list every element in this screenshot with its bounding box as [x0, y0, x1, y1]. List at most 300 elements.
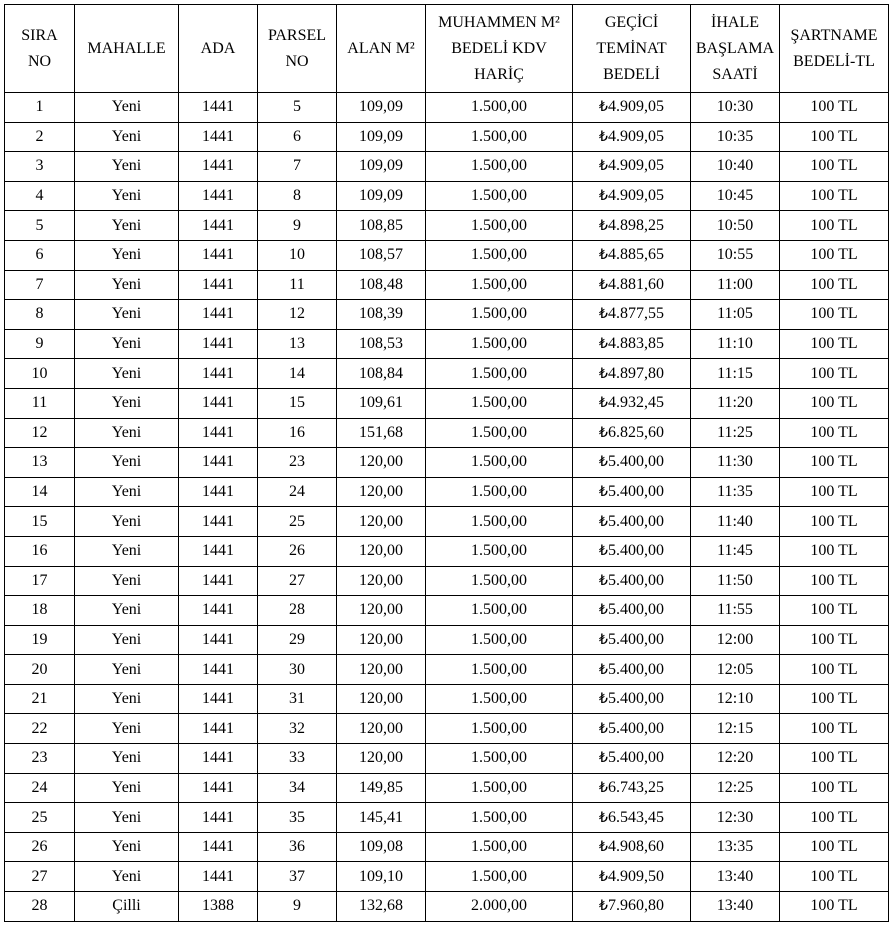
cell-gecici-teminat: [573, 329, 691, 359]
cell-sira-no: 27: [5, 862, 75, 892]
cell-sira-no: 14: [5, 477, 75, 507]
cell-parsel-no: 35: [258, 803, 337, 833]
teminat-value: 5.400,00: [607, 483, 664, 501]
cell-sira-no: 18: [5, 596, 75, 626]
header-ada: [179, 5, 258, 93]
cell-sartname-bedeli: 100 TL: [780, 240, 889, 270]
header-ihale-saati: [691, 5, 780, 93]
lira-symbol: ₺: [599, 661, 608, 678]
cell-alan: 108,85: [337, 211, 426, 241]
header-line: MAHALLE: [87, 39, 166, 57]
cell-muhammen-bedel: 1.500,00: [426, 862, 573, 892]
cell-ada: 1441: [179, 803, 258, 833]
cell-sartname-bedeli: 100 TL: [780, 803, 889, 833]
cell-sartname-bedeli: 100 TL: [780, 359, 889, 389]
cell-alan: 120,00: [337, 655, 426, 685]
cell-muhammen-bedel: 1.500,00: [426, 684, 573, 714]
cell-ada: 1441: [179, 240, 258, 270]
table-row: [5, 536, 889, 566]
cell-mahalle: Yeni: [75, 152, 179, 182]
cell-muhammen-bedel: 1.500,00: [426, 773, 573, 803]
cell-muhammen-bedel: 1.500,00: [426, 803, 573, 833]
cell-gecici-teminat: [573, 714, 691, 744]
table-row: [5, 329, 889, 359]
cell-parsel-no: 36: [258, 832, 337, 862]
cell-muhammen-bedel: 1.500,00: [426, 240, 573, 270]
cell-sira-no: 3: [5, 152, 75, 182]
cell-sira-no: 13: [5, 448, 75, 478]
teminat-value: 4.885,65: [607, 246, 664, 264]
lira-symbol: ₺: [599, 188, 608, 205]
cell-sira-no: 5: [5, 211, 75, 241]
cell-parsel-no: 32: [258, 714, 337, 744]
cell-ada: 1388: [179, 892, 258, 922]
cell-alan: 145,41: [337, 803, 426, 833]
cell-alan: 120,00: [337, 714, 426, 744]
cell-mahalle: Yeni: [75, 270, 179, 300]
cell-parsel-no: 11: [258, 270, 337, 300]
lira-symbol: ₺: [599, 336, 608, 353]
table-row: [5, 181, 889, 211]
cell-mahalle: Yeni: [75, 300, 179, 330]
cell-sira-no: 15: [5, 507, 75, 537]
cell-sartname-bedeli: 100 TL: [780, 892, 889, 922]
header-line: ŞARTNAME: [790, 26, 878, 44]
cell-muhammen-bedel: 1.500,00: [426, 566, 573, 596]
cell-muhammen-bedel: 1.500,00: [426, 744, 573, 774]
teminat-value: 5.400,00: [607, 512, 664, 530]
teminat-value: 4.932,45: [607, 394, 664, 412]
teminat-value: 4.883,85: [607, 335, 664, 353]
cell-alan: 149,85: [337, 773, 426, 803]
lira-symbol: ₺: [599, 424, 608, 441]
lira-symbol: ₺: [599, 513, 608, 530]
teminat-value: 5.400,00: [607, 690, 664, 708]
cell-alan: 120,00: [337, 448, 426, 478]
cell-sartname-bedeli: 100 TL: [780, 448, 889, 478]
cell-gecici-teminat: [573, 448, 691, 478]
header-mahalle: [75, 5, 179, 93]
cell-alan: 120,00: [337, 684, 426, 714]
header-line: BEDELİ: [603, 65, 660, 83]
cell-ihale-saati: 12:20: [691, 744, 780, 774]
teminat-value: 7.960,80: [607, 897, 664, 915]
teminat-value: 5.400,00: [607, 719, 664, 737]
cell-ihale-saati: 11:45: [691, 536, 780, 566]
table-row: [5, 803, 889, 833]
cell-mahalle: Yeni: [75, 714, 179, 744]
teminat-value: 6.743,25: [607, 778, 664, 796]
cell-gecici-teminat: [573, 744, 691, 774]
cell-gecici-teminat: [573, 862, 691, 892]
cell-muhammen-bedel: 1.500,00: [426, 181, 573, 211]
cell-parsel-no: 31: [258, 684, 337, 714]
cell-sira-no: 26: [5, 832, 75, 862]
header-line: İHALE: [711, 13, 759, 31]
teminat-value: 5.400,00: [607, 571, 664, 589]
header-line: GEÇİCİ: [604, 13, 659, 31]
cell-sira-no: 23: [5, 744, 75, 774]
lira-symbol: ₺: [599, 868, 608, 885]
cell-sartname-bedeli: 100 TL: [780, 744, 889, 774]
cell-sartname-bedeli: 100 TL: [780, 862, 889, 892]
cell-sartname-bedeli: 100 TL: [780, 388, 889, 418]
cell-gecici-teminat: [573, 211, 691, 241]
cell-sira-no: 16: [5, 536, 75, 566]
cell-ihale-saati: 10:40: [691, 152, 780, 182]
table-row: [5, 714, 889, 744]
cell-muhammen-bedel: 1.500,00: [426, 714, 573, 744]
cell-sartname-bedeli: 100 TL: [780, 477, 889, 507]
table-row: [5, 388, 889, 418]
table-row: [5, 596, 889, 626]
cell-parsel-no: 16: [258, 418, 337, 448]
header-line: PARSEL: [267, 26, 327, 44]
cell-gecici-teminat: [573, 270, 691, 300]
cell-alan: 109,09: [337, 122, 426, 152]
cell-ihale-saati: 10:50: [691, 211, 780, 241]
cell-ada: 1441: [179, 832, 258, 862]
lira-symbol: ₺: [599, 779, 608, 796]
cell-sira-no: 24: [5, 773, 75, 803]
cell-parsel-no: 13: [258, 329, 337, 359]
cell-alan: 108,48: [337, 270, 426, 300]
cell-ada: 1441: [179, 684, 258, 714]
cell-ada: 1441: [179, 388, 258, 418]
cell-sartname-bedeli: 100 TL: [780, 832, 889, 862]
cell-muhammen-bedel: 1.500,00: [426, 300, 573, 330]
cell-parsel-no: 29: [258, 625, 337, 655]
cell-alan: 109,09: [337, 152, 426, 182]
header-line: SIRA: [21, 26, 58, 44]
table-row: [5, 418, 889, 448]
table-row: [5, 93, 889, 123]
cell-mahalle: Yeni: [75, 773, 179, 803]
cell-sartname-bedeli: 100 TL: [780, 566, 889, 596]
cell-alan: 108,39: [337, 300, 426, 330]
lira-symbol: ₺: [599, 691, 608, 708]
header-muhammen-bedel: [426, 5, 573, 93]
cell-ada: 1441: [179, 122, 258, 152]
cell-alan: 120,00: [337, 744, 426, 774]
cell-ihale-saati: 11:00: [691, 270, 780, 300]
cell-mahalle: Yeni: [75, 122, 179, 152]
teminat-value: 5.400,00: [607, 453, 664, 471]
table-row: [5, 359, 889, 389]
cell-ada: 1441: [179, 300, 258, 330]
cell-gecici-teminat: [573, 477, 691, 507]
table-header: [5, 5, 889, 93]
cell-ada: 1441: [179, 477, 258, 507]
cell-sira-no: 20: [5, 655, 75, 685]
cell-gecici-teminat: [573, 181, 691, 211]
cell-ada: 1441: [179, 744, 258, 774]
cell-muhammen-bedel: 1.500,00: [426, 448, 573, 478]
cell-sira-no: 4: [5, 181, 75, 211]
cell-muhammen-bedel: 1.500,00: [426, 359, 573, 389]
cell-ada: 1441: [179, 211, 258, 241]
table-row: [5, 240, 889, 270]
cell-sartname-bedeli: 100 TL: [780, 625, 889, 655]
cell-ada: 1441: [179, 270, 258, 300]
lira-symbol: ₺: [599, 247, 608, 264]
cell-ihale-saati: 12:05: [691, 655, 780, 685]
header-sartname-bedeli: [780, 5, 889, 93]
cell-parsel-no: 37: [258, 862, 337, 892]
cell-parsel-no: 15: [258, 388, 337, 418]
cell-sartname-bedeli: 100 TL: [780, 122, 889, 152]
cell-parsel-no: 24: [258, 477, 337, 507]
teminat-value: 4.908,60: [607, 838, 664, 856]
cell-mahalle: Yeni: [75, 477, 179, 507]
teminat-value: 4.909,05: [607, 157, 664, 175]
lira-symbol: ₺: [599, 750, 608, 767]
lira-symbol: ₺: [599, 602, 608, 619]
header-gecici-teminat: [573, 5, 691, 93]
cell-alan: 120,00: [337, 536, 426, 566]
cell-parsel-no: 9: [258, 892, 337, 922]
cell-parsel-no: 28: [258, 596, 337, 626]
cell-parsel-no: 34: [258, 773, 337, 803]
cell-muhammen-bedel: 1.500,00: [426, 152, 573, 182]
cell-gecici-teminat: [573, 359, 691, 389]
header-line: BEDELİ-TL: [793, 52, 875, 70]
lira-symbol: ₺: [599, 454, 608, 471]
ihale-table: [4, 4, 889, 922]
cell-muhammen-bedel: 1.500,00: [426, 211, 573, 241]
cell-sira-no: 8: [5, 300, 75, 330]
cell-ihale-saati: 11:55: [691, 596, 780, 626]
cell-parsel-no: 8: [258, 181, 337, 211]
cell-sira-no: 28: [5, 892, 75, 922]
cell-alan: 120,00: [337, 566, 426, 596]
cell-muhammen-bedel: 1.500,00: [426, 536, 573, 566]
cell-ada: 1441: [179, 181, 258, 211]
cell-mahalle: Yeni: [75, 655, 179, 685]
cell-parsel-no: 30: [258, 655, 337, 685]
cell-sartname-bedeli: 100 TL: [780, 181, 889, 211]
cell-muhammen-bedel: 1.500,00: [426, 388, 573, 418]
cell-gecici-teminat: [573, 684, 691, 714]
cell-sira-no: 17: [5, 566, 75, 596]
cell-sartname-bedeli: 100 TL: [780, 418, 889, 448]
cell-mahalle: Çilli: [75, 892, 179, 922]
cell-ihale-saati: 11:10: [691, 329, 780, 359]
cell-sartname-bedeli: 100 TL: [780, 93, 889, 123]
cell-sira-no: 21: [5, 684, 75, 714]
cell-sira-no: 2: [5, 122, 75, 152]
lira-symbol: ₺: [599, 128, 608, 145]
cell-alan: 109,61: [337, 388, 426, 418]
cell-ada: 1441: [179, 448, 258, 478]
lira-symbol: ₺: [599, 631, 608, 648]
table-row: [5, 744, 889, 774]
cell-ada: 1441: [179, 359, 258, 389]
header-parsel-no: [258, 5, 337, 93]
cell-gecici-teminat: [573, 773, 691, 803]
cell-ada: 1441: [179, 596, 258, 626]
header-sira-no: [5, 5, 75, 93]
cell-muhammen-bedel: 1.500,00: [426, 122, 573, 152]
header-line: HARİÇ: [474, 65, 524, 83]
cell-mahalle: Yeni: [75, 211, 179, 241]
header-line: NO: [27, 52, 52, 70]
cell-mahalle: Yeni: [75, 93, 179, 123]
cell-gecici-teminat: [573, 240, 691, 270]
cell-sira-no: 6: [5, 240, 75, 270]
cell-ihale-saati: 12:15: [691, 714, 780, 744]
cell-sira-no: 22: [5, 714, 75, 744]
teminat-value: 4.898,25: [607, 216, 664, 234]
cell-gecici-teminat: [573, 832, 691, 862]
table-row: [5, 832, 889, 862]
teminat-value: 5.400,00: [607, 749, 664, 767]
table-row: [5, 684, 889, 714]
cell-ihale-saati: 13:40: [691, 862, 780, 892]
cell-ihale-saati: 11:35: [691, 477, 780, 507]
cell-ihale-saati: 10:45: [691, 181, 780, 211]
cell-sartname-bedeli: 100 TL: [780, 714, 889, 744]
cell-gecici-teminat: [573, 892, 691, 922]
teminat-value: 4.909,50: [607, 867, 664, 885]
cell-ihale-saati: 11:50: [691, 566, 780, 596]
teminat-value: 4.909,05: [607, 98, 664, 116]
cell-gecici-teminat: [573, 566, 691, 596]
table-body: [5, 93, 889, 922]
lira-symbol: ₺: [599, 276, 608, 293]
teminat-value: 4.877,55: [607, 305, 664, 323]
cell-sartname-bedeli: 100 TL: [780, 536, 889, 566]
header-line: MUHAMMEN M²: [438, 13, 560, 31]
cell-ihale-saati: 13:35: [691, 832, 780, 862]
cell-mahalle: Yeni: [75, 507, 179, 537]
cell-mahalle: Yeni: [75, 684, 179, 714]
lira-symbol: ₺: [599, 572, 608, 589]
cell-muhammen-bedel: 1.500,00: [426, 655, 573, 685]
table-row: [5, 566, 889, 596]
cell-ada: 1441: [179, 418, 258, 448]
cell-sira-no: 19: [5, 625, 75, 655]
cell-mahalle: Yeni: [75, 418, 179, 448]
cell-parsel-no: 5: [258, 93, 337, 123]
cell-mahalle: Yeni: [75, 359, 179, 389]
cell-mahalle: Yeni: [75, 832, 179, 862]
cell-ihale-saati: 11:40: [691, 507, 780, 537]
header-line: SAATİ: [712, 65, 758, 83]
teminat-value: 5.400,00: [607, 542, 664, 560]
cell-sartname-bedeli: 100 TL: [780, 300, 889, 330]
teminat-value: 6.543,45: [607, 808, 664, 826]
cell-muhammen-bedel: 1.500,00: [426, 329, 573, 359]
cell-ihale-saati: 13:40: [691, 892, 780, 922]
cell-parsel-no: 9: [258, 211, 337, 241]
lira-symbol: ₺: [599, 217, 608, 234]
table-row: [5, 862, 889, 892]
header-line: BAŞLAMA: [695, 39, 775, 57]
cell-sira-no: 25: [5, 803, 75, 833]
teminat-value: 5.400,00: [607, 660, 664, 678]
cell-alan: 120,00: [337, 596, 426, 626]
cell-mahalle: Yeni: [75, 862, 179, 892]
cell-ihale-saati: 11:30: [691, 448, 780, 478]
cell-sartname-bedeli: 100 TL: [780, 596, 889, 626]
cell-parsel-no: 26: [258, 536, 337, 566]
cell-ada: 1441: [179, 566, 258, 596]
cell-sartname-bedeli: 100 TL: [780, 270, 889, 300]
cell-mahalle: Yeni: [75, 536, 179, 566]
cell-muhammen-bedel: 1.500,00: [426, 625, 573, 655]
cell-ada: 1441: [179, 625, 258, 655]
cell-mahalle: Yeni: [75, 566, 179, 596]
teminat-value: 5.400,00: [607, 601, 664, 619]
cell-sartname-bedeli: 100 TL: [780, 507, 889, 537]
teminat-value: 5.400,00: [607, 630, 664, 648]
header-line: TEMİNAT: [596, 39, 667, 57]
cell-gecici-teminat: [573, 93, 691, 123]
cell-muhammen-bedel: 1.500,00: [426, 507, 573, 537]
cell-mahalle: Yeni: [75, 388, 179, 418]
table-row: [5, 300, 889, 330]
cell-alan: 120,00: [337, 477, 426, 507]
header-line: NO: [285, 52, 309, 70]
cell-alan: 120,00: [337, 625, 426, 655]
table-row: [5, 625, 889, 655]
cell-mahalle: Yeni: [75, 240, 179, 270]
cell-muhammen-bedel: 1.500,00: [426, 832, 573, 862]
lira-symbol: ₺: [599, 365, 608, 382]
cell-ada: 1441: [179, 507, 258, 537]
cell-sira-no: 12: [5, 418, 75, 448]
table-row: [5, 507, 889, 537]
cell-gecici-teminat: [573, 536, 691, 566]
cell-alan: 109,10: [337, 862, 426, 892]
cell-gecici-teminat: [573, 418, 691, 448]
cell-ada: 1441: [179, 536, 258, 566]
table-row: [5, 448, 889, 478]
cell-mahalle: Yeni: [75, 803, 179, 833]
cell-alan: 108,57: [337, 240, 426, 270]
cell-mahalle: Yeni: [75, 448, 179, 478]
cell-alan: 109,09: [337, 93, 426, 123]
cell-parsel-no: 12: [258, 300, 337, 330]
lira-symbol: ₺: [599, 306, 608, 323]
teminat-value: 4.909,05: [607, 127, 664, 145]
cell-gecici-teminat: [573, 300, 691, 330]
lira-symbol: ₺: [599, 720, 608, 737]
cell-ada: 1441: [179, 862, 258, 892]
cell-parsel-no: 33: [258, 744, 337, 774]
cell-ihale-saati: 11:05: [691, 300, 780, 330]
table-row: [5, 892, 889, 922]
teminat-value: 4.897,80: [607, 364, 664, 382]
cell-muhammen-bedel: 1.500,00: [426, 93, 573, 123]
cell-sartname-bedeli: 100 TL: [780, 152, 889, 182]
cell-sira-no: 9: [5, 329, 75, 359]
cell-ada: 1441: [179, 93, 258, 123]
cell-ihale-saati: 12:00: [691, 625, 780, 655]
cell-gecici-teminat: [573, 388, 691, 418]
cell-ihale-saati: 10:35: [691, 122, 780, 152]
header-row: [5, 5, 889, 93]
lira-symbol: ₺: [599, 543, 608, 560]
cell-mahalle: Yeni: [75, 181, 179, 211]
teminat-value: 6.825,60: [607, 423, 664, 441]
cell-alan: 108,53: [337, 329, 426, 359]
cell-mahalle: Yeni: [75, 596, 179, 626]
lira-symbol: ₺: [599, 395, 608, 412]
teminat-value: 4.909,05: [607, 187, 664, 205]
lira-symbol: ₺: [599, 839, 608, 856]
